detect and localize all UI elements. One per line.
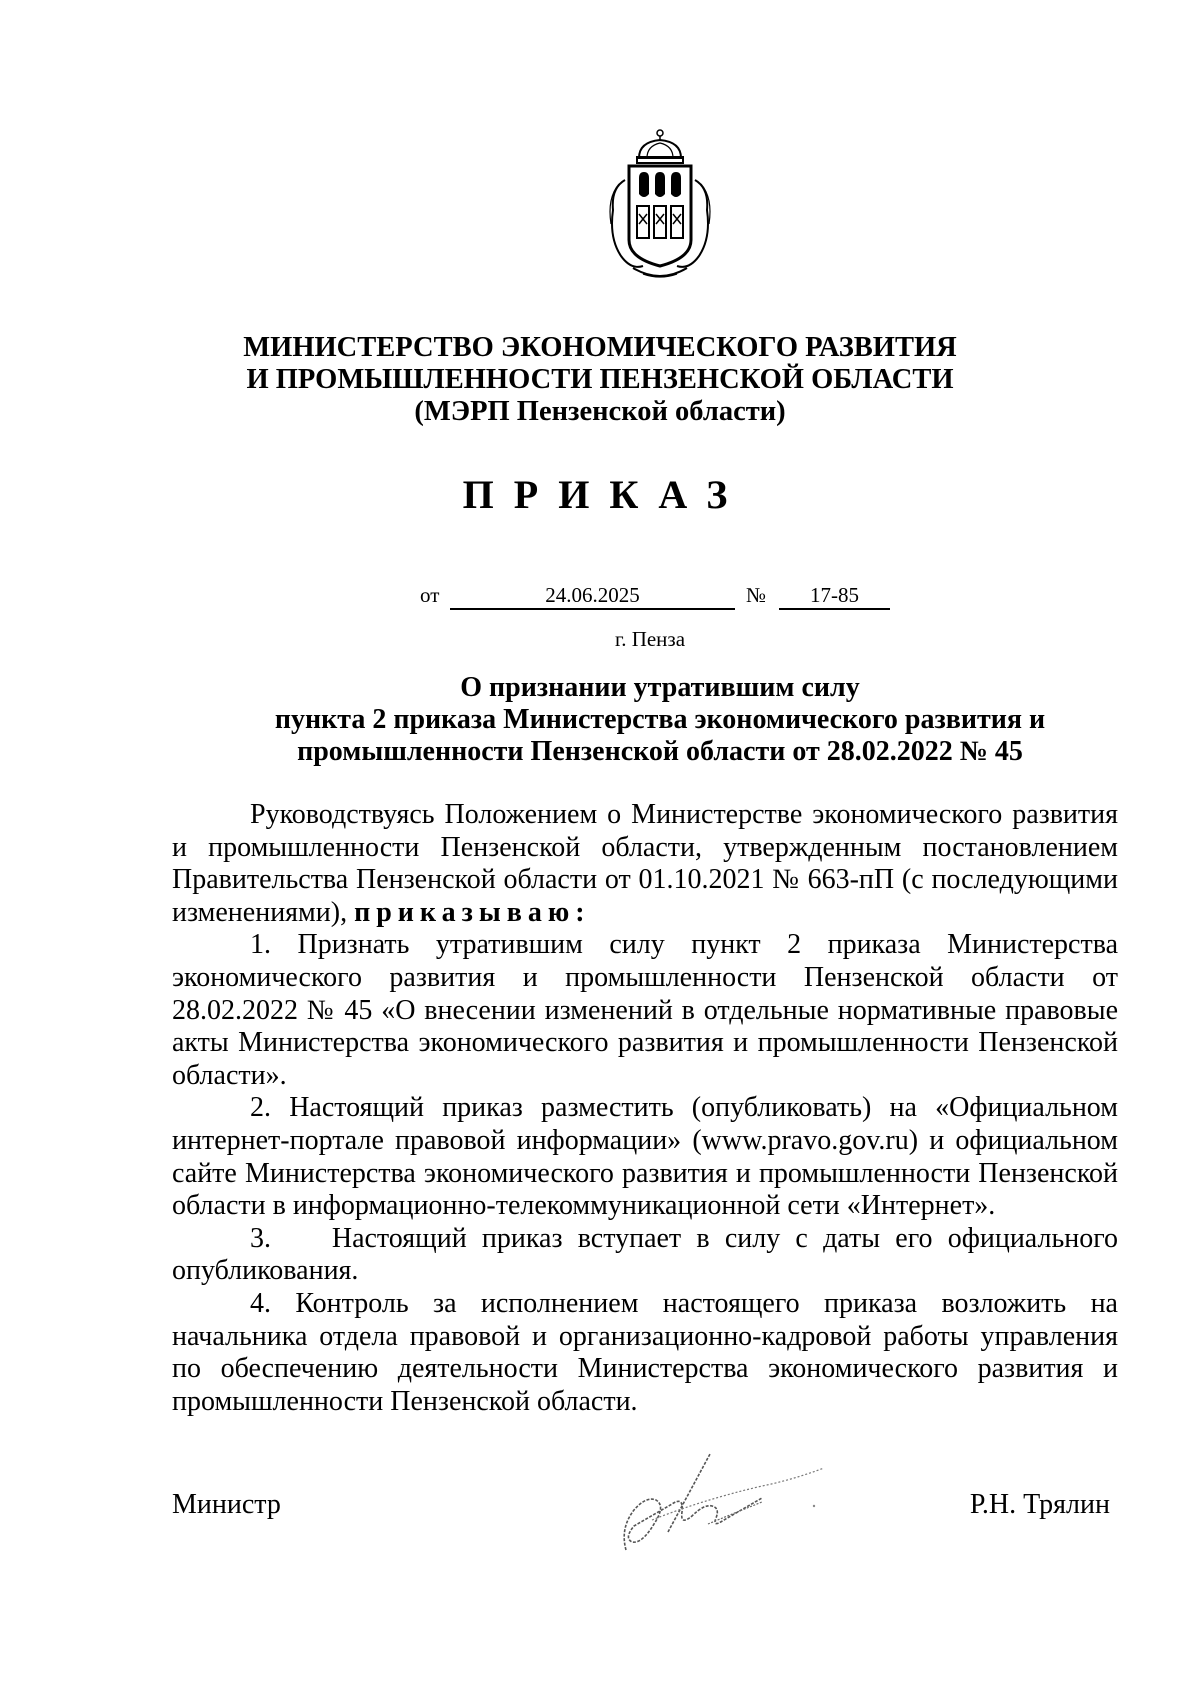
coat-of-arms-icon xyxy=(603,128,717,286)
order-word: приказываю: xyxy=(354,896,591,928)
item-3: 3. Настоящий приказ вступает в силу с даты его официального опубликования. xyxy=(172,1222,1125,1287)
item-2: 2. Настоящий приказ разместить (опубликовать) на «Официальном интернет-портале правовой информации» (www.pravo.gov.ru) и официальном сайте Министерства экономического развития и промышленности Пензенской области в информационно-телекоммуникационной сети «Интернет». xyxy=(172,1092,1118,1222)
signer-name: Р.Н. Трялин xyxy=(969,1489,1110,1520)
item-4: 4. Контроль за исполнением настоящего приказа возложить на начальника отдела правовой и организационно-кадровой работы управления по обеспечению деятельности Министерства экономического развития и промышленности Пензенской области. xyxy=(172,1287,1118,1417)
date-label: от xyxy=(420,583,440,607)
organization-name-line2: И ПРОМЫШЛЕННОСТИ ПЕНЗЕНСКОЙ ОБЛАСТИ xyxy=(246,364,954,395)
item-1: 1. Признать утратившим силу пункт 2 приказа Министерства экономического развития и промышленности Пензенской области от 28.02.2022 № 45 «О внесении изменений в отдельные нормативные правовые акты Министерства экономического развития и промышленности Пензенской области». xyxy=(172,929,1118,1091)
document-body xyxy=(172,799,1125,1418)
document-type-title: ПРИКАЗ xyxy=(462,472,748,517)
organization-abbreviation: (МЭРП Пензенской области) xyxy=(414,396,786,427)
document-number: 17-85 xyxy=(779,582,890,610)
document-date: 24.06.2025 xyxy=(450,582,735,610)
subject-line3: промышленности Пензенской области от 28.02.2022 № 45 xyxy=(297,736,1023,767)
preamble-text: Руководствуясь Положением о Министерстве экономического развития и промышленности Пензенской области, утвержденным постановлением Правительства Пензенской области от 01.10.2021 № 663-пП (с последующими изменениями), xyxy=(172,799,1118,928)
subject-line2: пункта 2 приказа Министерства экономического развития и xyxy=(274,704,1046,735)
signer-position: Министр xyxy=(172,1489,281,1520)
handwritten-signature xyxy=(612,1440,832,1560)
organization-name-line1: МИНИСТЕРСТВО ЭКОНОМИЧЕСКОГО РАЗВИТИЯ xyxy=(243,332,957,363)
subject-line1: О признании утратившим силу xyxy=(460,672,860,703)
document-city: г. Пенза xyxy=(614,627,686,651)
number-label: № xyxy=(746,583,767,607)
preamble-paragraph xyxy=(172,799,1118,929)
